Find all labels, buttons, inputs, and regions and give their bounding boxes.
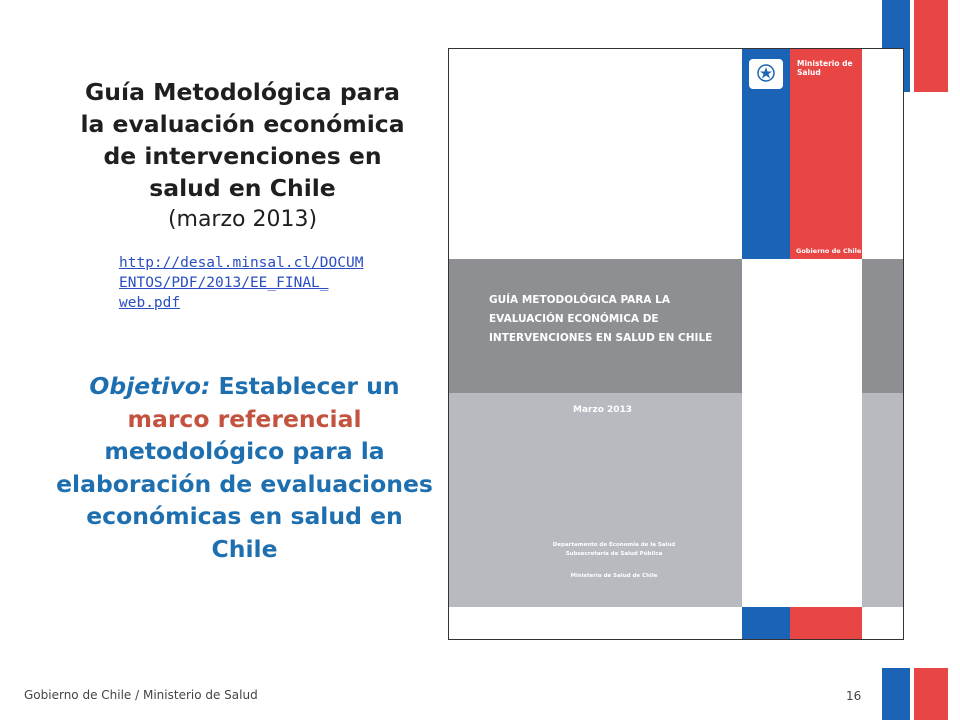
cover-flag-column: [742, 49, 862, 639]
flag-blue-band: [882, 668, 910, 720]
objective-text-2: metodológico para la elaboración de evaluaciones económicas en salud en Chile: [56, 437, 433, 563]
cover-gobierno-label: Gobierno de Chile: [796, 247, 862, 255]
document-link[interactable]: http://desal.minsal.cl/DOCUM ENTOS/PDF/2013/EE_FINAL_ web.pdf: [119, 255, 364, 311]
cover-ministry-label: Ministerio de Salud: [797, 59, 853, 77]
cover-red-bottom: [790, 607, 862, 639]
title-line: Guía Metodológica para: [85, 78, 400, 106]
flag-mark-bottom: [882, 668, 948, 720]
cover-title-line: INTERVENCIONES EN SALUD EN CHILE: [489, 332, 713, 344]
cover-title-line: EVALUACIÓN ECONÓMICA DE: [489, 313, 659, 325]
title-line: salud en Chile: [149, 174, 336, 202]
coat-of-arms-icon-svg: [749, 59, 783, 89]
cover-department-line: Subsecretaría de Salud Pública: [565, 551, 663, 557]
slide-title: [50, 76, 435, 236]
cover-ministry-bottom: Ministerio de Salud de Chile: [570, 573, 658, 579]
page-number: 16: [846, 689, 862, 703]
cover-date: Marzo 2013: [573, 405, 633, 415]
flag-red-band: [914, 668, 948, 720]
objective-label: Objetivo:: [89, 372, 211, 400]
footer-text: Gobierno de Chile / Ministerio de Salud: [24, 688, 258, 702]
objective-text-1: Establecer un: [210, 372, 400, 400]
title-line: la evaluación económica: [80, 110, 405, 138]
title-date: (marzo 2013): [167, 207, 318, 232]
title-line: de intervenciones en: [103, 142, 382, 170]
flag-red-band: [914, 0, 948, 92]
cover-department-line: Departamento de Economía de la Salud: [552, 542, 676, 548]
cover-blue-bottom: [742, 607, 790, 639]
coat-of-arms-icon: [749, 59, 783, 89]
cover-white-gap: [742, 259, 862, 607]
objective-text: [52, 370, 437, 565]
cover-title-line: GUÍA METODOLÓGICA PARA LA: [489, 294, 670, 306]
cover-red-top: [790, 49, 862, 259]
document-cover-image: [448, 48, 904, 640]
cover-department: [489, 541, 739, 559]
objective-highlight: marco referencial: [127, 404, 362, 433]
cover-title: [489, 291, 739, 348]
